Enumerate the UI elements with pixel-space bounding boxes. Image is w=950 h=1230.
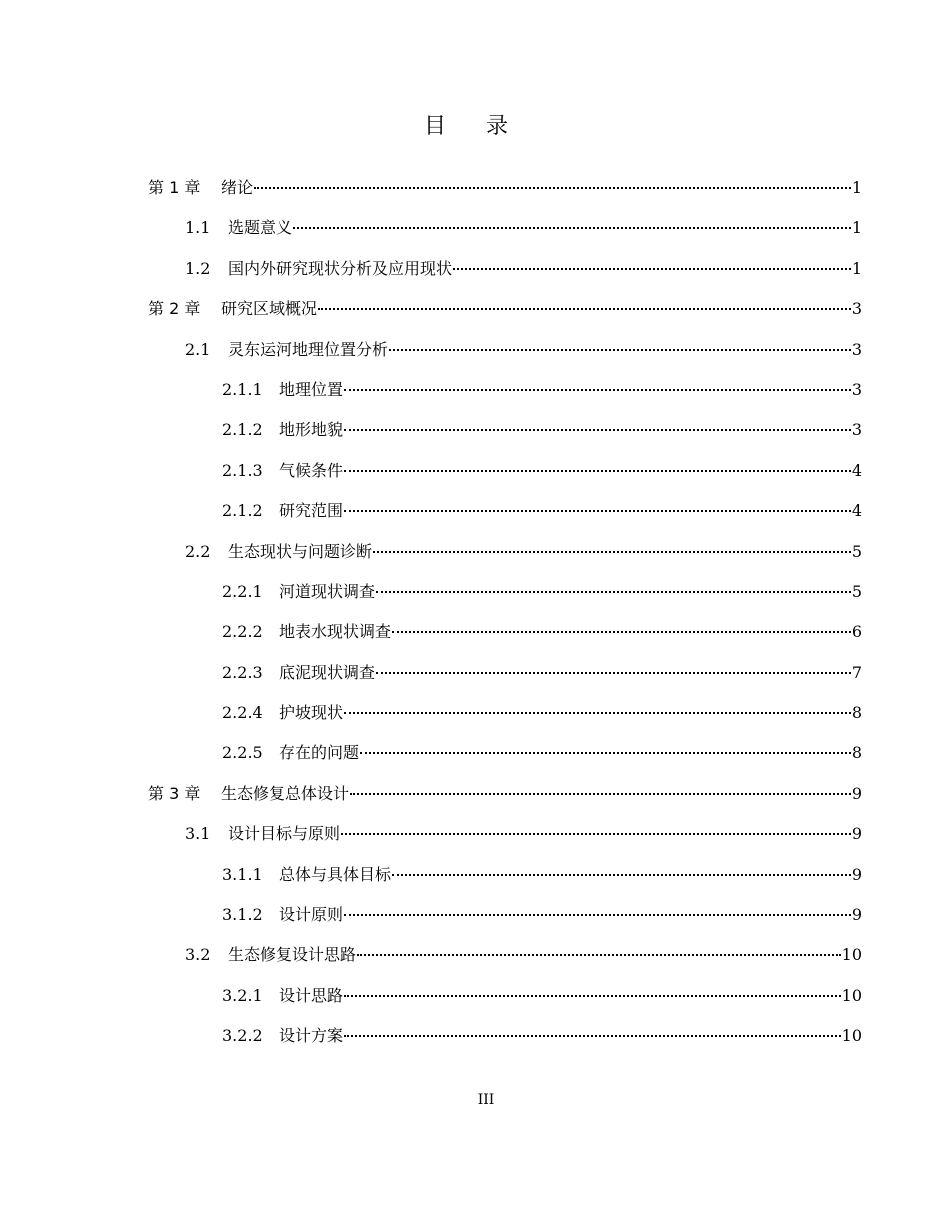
toc-entry-title: 总体与具体目标 — [279, 864, 392, 884]
toc-entry-page: 3 — [851, 339, 862, 359]
toc-entry[interactable] — [148, 580, 862, 620]
toc-entry-page: 9 — [851, 864, 862, 884]
toc-entry[interactable] — [148, 499, 862, 539]
toc-entry-number: 3.2.1 — [222, 985, 263, 1005]
toc-entry-title: 河道现状调查 — [279, 581, 376, 601]
toc-entry-number: 3.1 — [185, 824, 211, 844]
toc-entry-number: 2.2.3 — [222, 662, 263, 682]
toc-entry-number: 2.2.4 — [222, 703, 263, 723]
toc-entry-number: 2.2.2 — [222, 622, 263, 642]
toc-entry-number: 3.2.2 — [222, 1026, 263, 1046]
toc-dot-leader — [350, 793, 851, 795]
toc-entry[interactable] — [148, 661, 862, 701]
page-number: III — [477, 1092, 495, 1108]
toc-entry-number: 3.1.2 — [222, 905, 263, 925]
toc-entry-title: 生态修复设计思路 — [228, 945, 357, 965]
toc-entry-title: 设计原则 — [279, 905, 344, 925]
toc-entry-title: 地表水现状调查 — [279, 622, 392, 642]
toc-entry-title: 存在的问题 — [279, 743, 360, 763]
toc-entry-page: 5 — [851, 581, 862, 601]
toc-dot-leader — [360, 752, 851, 754]
toc-entry[interactable] — [148, 297, 862, 337]
toc-dot-leader — [357, 954, 841, 956]
toc-entry-title: 研究范围 — [279, 501, 344, 521]
toc-dot-leader — [453, 268, 851, 270]
toc-entry-title: 国内外研究现状分析及应用现状 — [228, 258, 453, 278]
toc-dot-leader — [376, 591, 851, 593]
toc-entry-page: 10 — [841, 985, 862, 1005]
toc-dot-leader — [341, 833, 851, 835]
toc-entry[interactable] — [148, 701, 862, 741]
toc-entry-page: 3 — [851, 420, 862, 440]
toc-entry-number: 1.1 — [185, 218, 211, 238]
toc-dot-leader — [344, 470, 851, 472]
toc-entry-page: 4 — [851, 460, 862, 480]
toc-entry-page: 9 — [851, 783, 862, 803]
toc-entry-number: 第 3 章 — [148, 783, 201, 803]
toc-dot-leader — [344, 995, 841, 997]
toc-entry-number: 2.2 — [185, 541, 211, 561]
toc-entry-page: 6 — [851, 622, 862, 642]
toc-entry-number: 第 1 章 — [148, 178, 201, 197]
toc-entry-page: 1 — [851, 258, 862, 278]
toc-dot-leader — [392, 631, 851, 633]
toc-entry-number: 2.1.2 — [222, 420, 263, 440]
toc-dot-leader — [373, 551, 851, 553]
toc-entry-number: 2.1.2 — [222, 501, 263, 521]
toc-entry-number: 2.1 — [185, 339, 211, 359]
toc-entry-title: 设计思路 — [279, 985, 344, 1005]
toc-entry[interactable] — [148, 863, 862, 903]
toc-entry-page: 1 — [851, 178, 862, 197]
toc-entry-number: 3.1.1 — [222, 864, 263, 884]
toc-entry-title: 研究区域概况 — [221, 299, 318, 319]
toc-entry[interactable] — [148, 782, 862, 822]
toc-entry[interactable] — [148, 338, 862, 378]
toc-entry[interactable] — [148, 257, 862, 297]
toc-entry-page: 3 — [851, 299, 862, 319]
toc-entry-title: 灵东运河地理位置分析 — [228, 339, 389, 359]
toc-entry[interactable] — [148, 418, 862, 458]
toc-entry-number: 2.1.3 — [222, 460, 263, 480]
toc-entry-title: 护坡现状 — [279, 703, 344, 723]
toc-entry-title: 气候条件 — [279, 460, 344, 480]
toc-dot-leader — [254, 187, 851, 189]
toc-entry-number: 2.1.1 — [222, 379, 263, 399]
toc-entry-title: 设计方案 — [279, 1026, 344, 1046]
table-of-contents — [148, 176, 862, 1065]
toc-entry-page: 9 — [851, 905, 862, 925]
toc-entry[interactable] — [148, 620, 862, 660]
toc-entry[interactable] — [148, 984, 862, 1024]
toc-entry[interactable] — [148, 943, 862, 983]
toc-dot-leader — [376, 672, 851, 674]
toc-dot-leader — [344, 389, 851, 391]
toc-dot-leader — [389, 349, 851, 351]
toc-entry[interactable] — [148, 741, 862, 781]
toc-entry-number: 1.2 — [185, 258, 211, 278]
toc-entry-title: 地形地貌 — [279, 420, 344, 440]
toc-entry[interactable] — [148, 540, 862, 580]
toc-entry[interactable] — [148, 1024, 862, 1064]
toc-entry-page: 10 — [841, 1026, 862, 1046]
toc-dot-leader — [344, 1035, 841, 1037]
toc-dot-leader — [392, 874, 851, 876]
toc-entry-page: 4 — [851, 501, 862, 521]
toc-dot-leader — [344, 914, 851, 916]
toc-dot-leader — [344, 510, 851, 512]
toc-entry[interactable] — [148, 903, 862, 943]
toc-entry[interactable] — [148, 822, 862, 862]
toc-entry-page: 10 — [841, 945, 862, 965]
toc-entry-title: 绪论 — [221, 178, 254, 197]
toc-entry-page: 9 — [851, 824, 862, 844]
toc-entry[interactable] — [148, 216, 862, 256]
toc-dot-leader — [344, 429, 851, 431]
toc-dot-leader — [293, 227, 851, 229]
toc-entry[interactable] — [148, 459, 862, 499]
toc-entry-title: 地理位置 — [279, 379, 344, 399]
toc-entry-number: 第 2 章 — [148, 299, 201, 319]
toc-entry-title: 设计目标与原则 — [228, 824, 341, 844]
toc-entry-title: 生态修复总体设计 — [221, 783, 350, 803]
toc-entry-page: 5 — [851, 541, 862, 561]
toc-dot-leader — [344, 712, 851, 714]
toc-entry-page: 3 — [851, 379, 862, 399]
toc-entry-title: 生态现状与问题诊断 — [228, 541, 373, 561]
toc-entry-page: 8 — [851, 703, 862, 723]
toc-entry[interactable] — [148, 176, 862, 216]
toc-entry-page: 1 — [851, 218, 862, 238]
toc-entry-number: 2.2.5 — [222, 743, 263, 763]
toc-dot-leader — [318, 308, 851, 310]
toc-entry-page: 8 — [851, 743, 862, 763]
toc-title: 目录 — [423, 114, 548, 139]
toc-entry[interactable] — [148, 378, 862, 418]
toc-entry-page: 7 — [851, 662, 862, 682]
toc-entry-title: 选题意义 — [228, 218, 293, 238]
toc-entry-number: 2.2.1 — [222, 581, 263, 601]
toc-entry-number: 3.2 — [185, 945, 211, 965]
toc-entry-title: 底泥现状调查 — [279, 662, 376, 682]
